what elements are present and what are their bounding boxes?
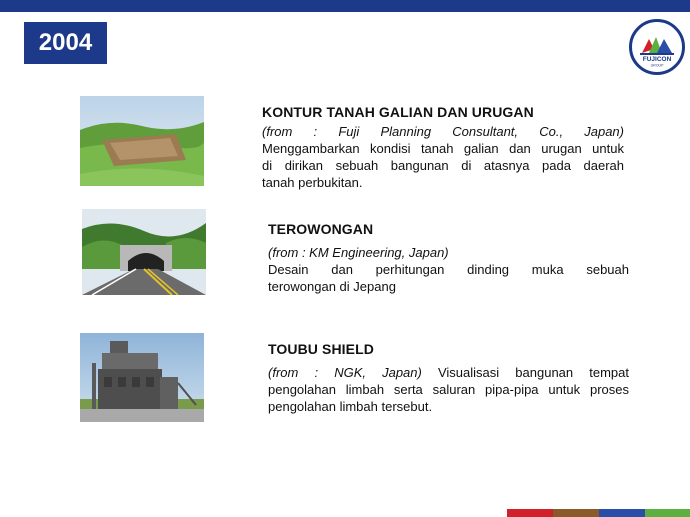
project-first-line [268,364,629,381]
strip-green [645,509,690,517]
top-bar [0,0,690,12]
fujicon-logo [629,19,685,75]
project-contour [262,104,624,191]
project-description-line: Menggambarkan kondisi tanah galian dan urugan untuk [262,141,624,156]
logo-brand-text: FUJICON [642,56,672,63]
year-badge: 2004 [24,22,107,64]
terrain-contour-image [80,96,204,186]
project-toubu-shield [268,341,629,415]
strip-red [507,509,553,517]
tunnel-image [82,209,206,295]
toubu-shield-image [80,333,204,422]
project-description-line: pengolahan limbah tersebut. [268,399,433,414]
project-description-line: tanah perbukitan. [262,175,363,190]
project-source: (from : Fuji Planning Consultant, Co., Japan) [262,124,624,139]
project-description-start: Visualisasi bangunan tempat [421,365,629,380]
project-description-line: terowongan di Jepang [268,279,396,294]
project-source: (from : NGK, Japan) [268,365,422,380]
project-title: TEROWONGAN [268,221,374,237]
strip-blue [599,509,645,517]
strip-brown [553,509,599,517]
project-description-line: di dirikan sebuah bangunan di atasnya pada daerah [262,158,624,173]
project-description-line: Desain dan perhitungan dinding muka sebuah [268,262,629,277]
bottom-color-strip [507,509,690,517]
project-tunnel [268,221,629,295]
project-title: TOUBU SHIELD [268,341,374,357]
project-description-line: pengolahan limbah serta saluran pipa-pipa untuk proses [268,382,629,397]
project-source: (from : KM Engineering, Japan) [268,245,449,260]
logo-group-text: GROUP [650,63,664,68]
project-title: KONTUR TANAH GALIAN DAN URUGAN [262,104,534,120]
